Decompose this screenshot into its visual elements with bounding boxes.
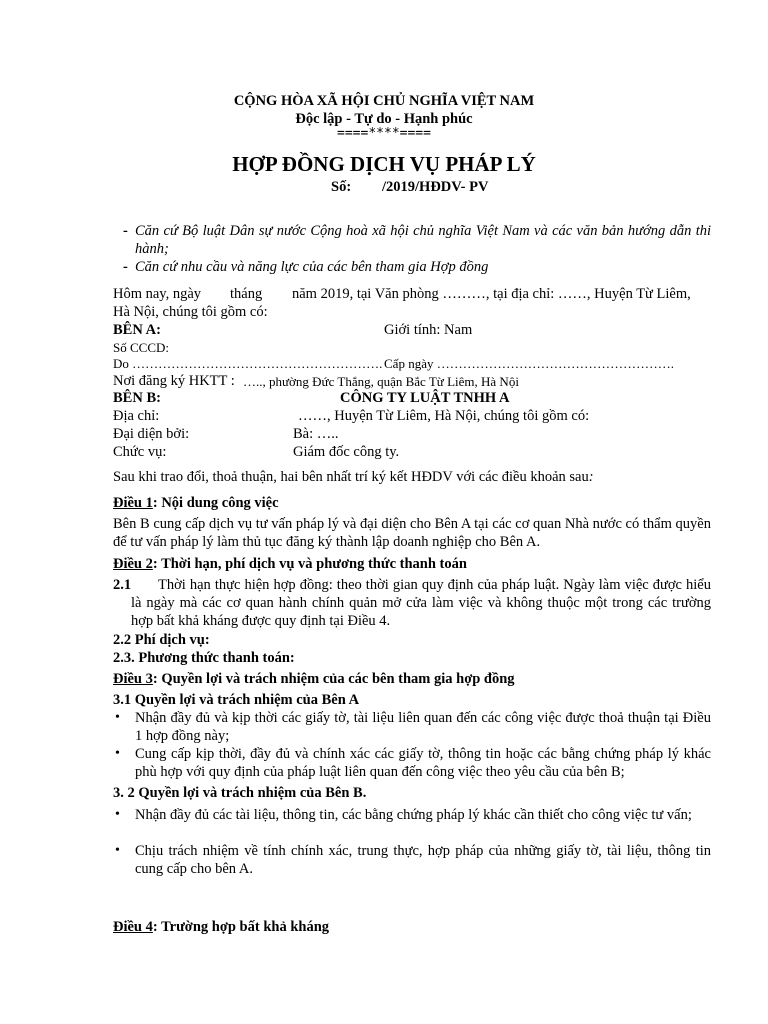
bullet-marker: • [115,746,120,761]
basis-marker: - [123,223,128,239]
clause-2-3: 2.3. Phương thức thanh toán: [113,650,295,666]
party-b-address-value: ……, Huyện Từ Liêm, Hà Nội, chúng tôi gồm có: [298,408,590,424]
intro-today: Hôm nay, ngày [113,286,202,302]
party-a-issued-by: Do …………………………………………………. [113,356,383,371]
section-3-1-heading: 3.1 Quyền lợi và trách nhiệm của Bên A [113,692,360,708]
party-a-issue-date: Cấp ngày ………………………………………………. [384,356,674,371]
basis-item: Căn cứ Bộ luật Dân sự nước Cộng hoà xã hội chủ nghĩa Việt Nam và các văn bản hướng dẫn thi hành; [135,223,711,257]
article-1-body: Bên B cung cấp dịch vụ tư vấn pháp lý và đại diện cho Bên A tại các cơ quan Nhà nước có thẩm quyền để tư vấn pháp lý làm thủ tục đăng ký thành lập doanh nghiệp cho Bên A. [113,516,711,550]
article-1-title: : Nội dung công việc [152,495,279,511]
party-b-address-label: Địa chỉ: [113,408,160,424]
article-4-title: : Trường hợp bất khả kháng [152,919,330,935]
article-2-title: : Thời hạn, phí dịch vụ và phương thức thanh toán [152,556,467,572]
clause-2-1-content: Thời hạn thực hiện hợp đồng: theo thời gian quy định của pháp luật. Ngày làm việc được hiểu là ngày mà các cơ quan hành chính quản mở cửa làm việc và không thuộc một trong các trường hợp bất khả kháng được quy định tại Điều 4. [131,577,711,629]
contract-number-label: Số: [331,179,352,195]
agreement-line [113,468,594,486]
intro-rest: năm 2019, tại Văn phòng ………, tại địa chỉ: ……, Huyện Từ Liêm, [292,286,691,302]
intro-line2: Hà Nội, chúng tôi gồm có: [113,304,268,320]
article-1-label: Điều 1 [113,495,153,511]
article-4-label: Điều 4 [113,919,153,935]
country-heading: CỘNG HÒA XÃ HỘI CHỦ NGHĨA VIỆT NAM [233,93,535,109]
clause-2-1-number: 2.1 [113,577,132,593]
section-3-2-heading: 3. 2 Quyền lợi và trách nhiệm của Bên B. [113,785,367,801]
clause-2-2: 2.2 Phí dịch vụ: [113,632,210,648]
article-4-heading [113,918,329,936]
intro-month: tháng [230,286,263,302]
list-item: Nhận đầy đủ và kịp thời các giấy tờ, tài liệu liên quan đến các công việc được thoả thuận tại Điều 1 hợp đồng này; [135,710,711,744]
party-b-rep-label: Đại diện bởi: [113,426,190,442]
article-2-heading [113,555,467,573]
party-a-residence-label: Nơi đăng ký HKTT : [113,373,235,389]
party-b-rep-value: Bà: ….. [293,426,339,442]
basis-item: Căn cứ nhu cầu và năng lực của các bên tham gia Hợp đồng [135,259,489,275]
article-3-label: Điều 3 [113,671,153,687]
motto: Độc lập - Tự do - Hạnh phúc [295,111,473,127]
bullet-marker: • [115,843,120,858]
agreement-text: Sau khi trao đổi, thoả thuận, hai bên nhất trí ký kết HĐDV với các điều khoản sau [113,469,589,485]
party-a-gender: Giới tính: Nam [384,322,473,338]
party-b-label: BÊN B: [113,390,161,406]
list-item: Cung cấp kịp thời, đầy đủ và chính xác các giấy tờ, thông tin hoặc các bằng chứng pháp lý khác phù hợp với quy định của pháp luật liên quan đến công việc theo yêu cầu của bên B; [135,746,711,780]
article-2-label: Điều 2 [113,556,153,572]
bullet-marker: • [115,710,120,725]
party-a-cccd: Số CCCD: [113,340,169,355]
article-1-heading [113,494,279,512]
separator-line: ====****==== [337,126,431,141]
contract-number-value: /2019/HĐDV- PV [382,179,489,195]
list-item: Chịu trách nhiệm về tính chính xác, trung thực, hợp pháp của những giấy tờ, tài liệu, thông tin cung cấp cho bên A. [135,843,711,877]
clause-2-1-text [113,576,711,630]
agreement-colon: : [588,469,594,485]
bullet-marker: • [115,807,120,822]
party-b-company: CÔNG TY LUẬT TNHH A [340,390,510,406]
party-a-label: BÊN A: [113,322,161,338]
article-3-heading [113,670,515,688]
list-item: Nhận đầy đủ các tài liệu, thông tin, các bằng chứng pháp lý khác cần thiết cho công việc tư vấn; [135,807,692,823]
party-b-position-label: Chức vụ: [113,444,167,460]
party-a-residence-value: ….., phường Đức Thắng, quận Bắc Từ Liêm, Hà Nội [243,374,519,389]
basis-marker: - [123,259,128,275]
article-3-title: : Quyền lợi và trách nhiệm của các bên tham gia hợp đồng [152,671,515,687]
contract-title: HỢP ĐỒNG DỊCH VỤ PHÁP LÝ [232,152,536,176]
party-b-position-value: Giám đốc công ty. [293,444,400,460]
